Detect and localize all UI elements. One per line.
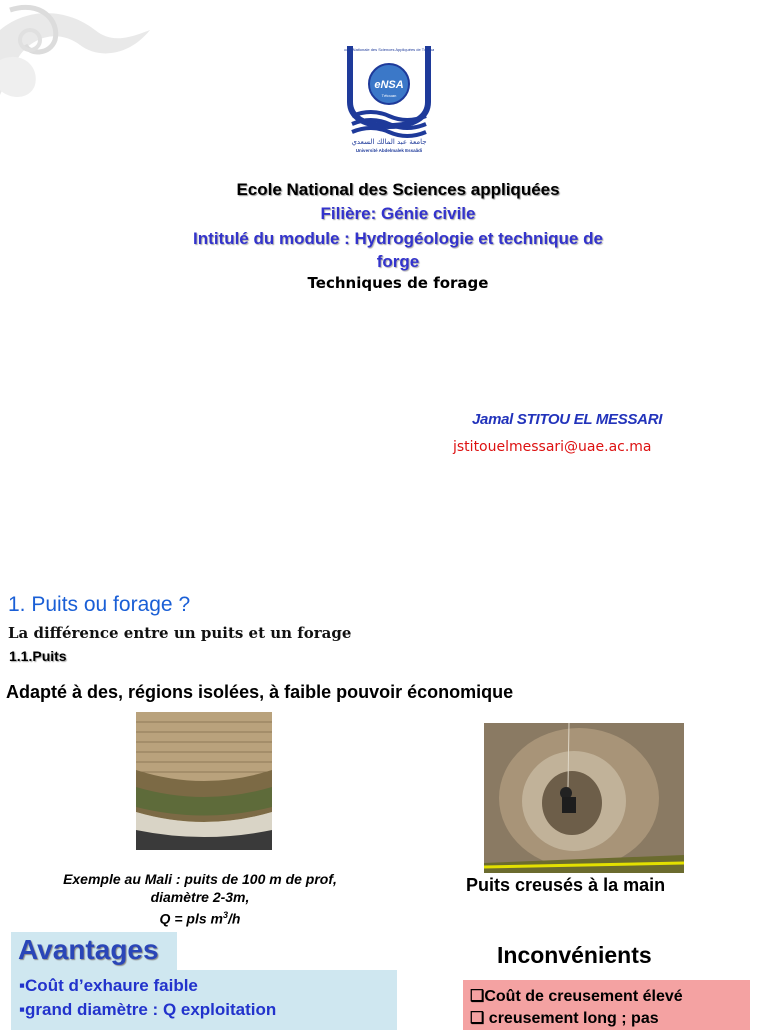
inconvenient-item: ❑Coût de creusement élevé xyxy=(470,988,683,1005)
hand-dug-caption: Puits creusés à la main xyxy=(466,875,666,895)
author-email[interactable]: jstitouelmessari@uae.ac.ma xyxy=(453,439,652,455)
module-title xyxy=(160,227,636,273)
school-name: Ecole National des Sciences appliquées xyxy=(236,180,560,199)
logo-brand: eNSA xyxy=(374,79,404,91)
mali-well-caption xyxy=(20,870,380,928)
subtitle: Techniques de forage xyxy=(307,274,489,292)
avantages-title-box xyxy=(11,932,177,970)
ensa-logo xyxy=(344,42,434,154)
avantages-title: Avantages xyxy=(18,934,159,965)
inconvenients-list xyxy=(463,980,750,1030)
subsection-label: 1.1.Puits xyxy=(9,648,67,664)
caption-line-3: Q = pls $m^3/h$ xyxy=(159,910,241,927)
logo-arabic: جامعة عبد المالك السعدي xyxy=(351,138,427,146)
logo-text-top: Ecole Nationale des Sciences Appliquées de Tétouan xyxy=(344,47,434,52)
module-line-1: Intitulé du module : Hydrogéologie et technique de xyxy=(193,229,603,248)
filiere: Filière: Génie civile xyxy=(320,204,476,223)
avantages-list xyxy=(11,970,397,1030)
inconvenients-title: Inconvénients xyxy=(497,942,652,968)
section-heading: 1. Puits ou forage ? xyxy=(8,593,191,616)
avantage-item: ▪grand diamètre : Q exploitation xyxy=(19,1000,277,1019)
avantage-item: ▪Coût d’exhaure faible xyxy=(19,976,198,995)
module-line-2: forge xyxy=(376,252,420,271)
section-subheading: La différence entre un puits et un forage xyxy=(8,624,352,642)
caption-line-1: Exemple au Mali : puits de 100 m de prof, xyxy=(63,871,337,887)
author-name: Jamal STITOU EL MESSARI xyxy=(472,411,663,428)
decorative-swirl xyxy=(0,0,160,110)
hand-dug-well-photo xyxy=(484,723,684,873)
logo-university: Université Abdelmalek Essaâdi xyxy=(355,148,423,153)
logo-brand-sub: Tétouan xyxy=(381,93,397,98)
inconvenient-item: ❑ creusement long ; pas xyxy=(470,1010,659,1027)
caption-line-2: diamètre 2-3m, xyxy=(150,889,250,905)
well-photo-mali xyxy=(136,712,272,850)
adapte-statement: Adapté à des, régions isolées, à faible pouvoir économique xyxy=(6,682,514,702)
